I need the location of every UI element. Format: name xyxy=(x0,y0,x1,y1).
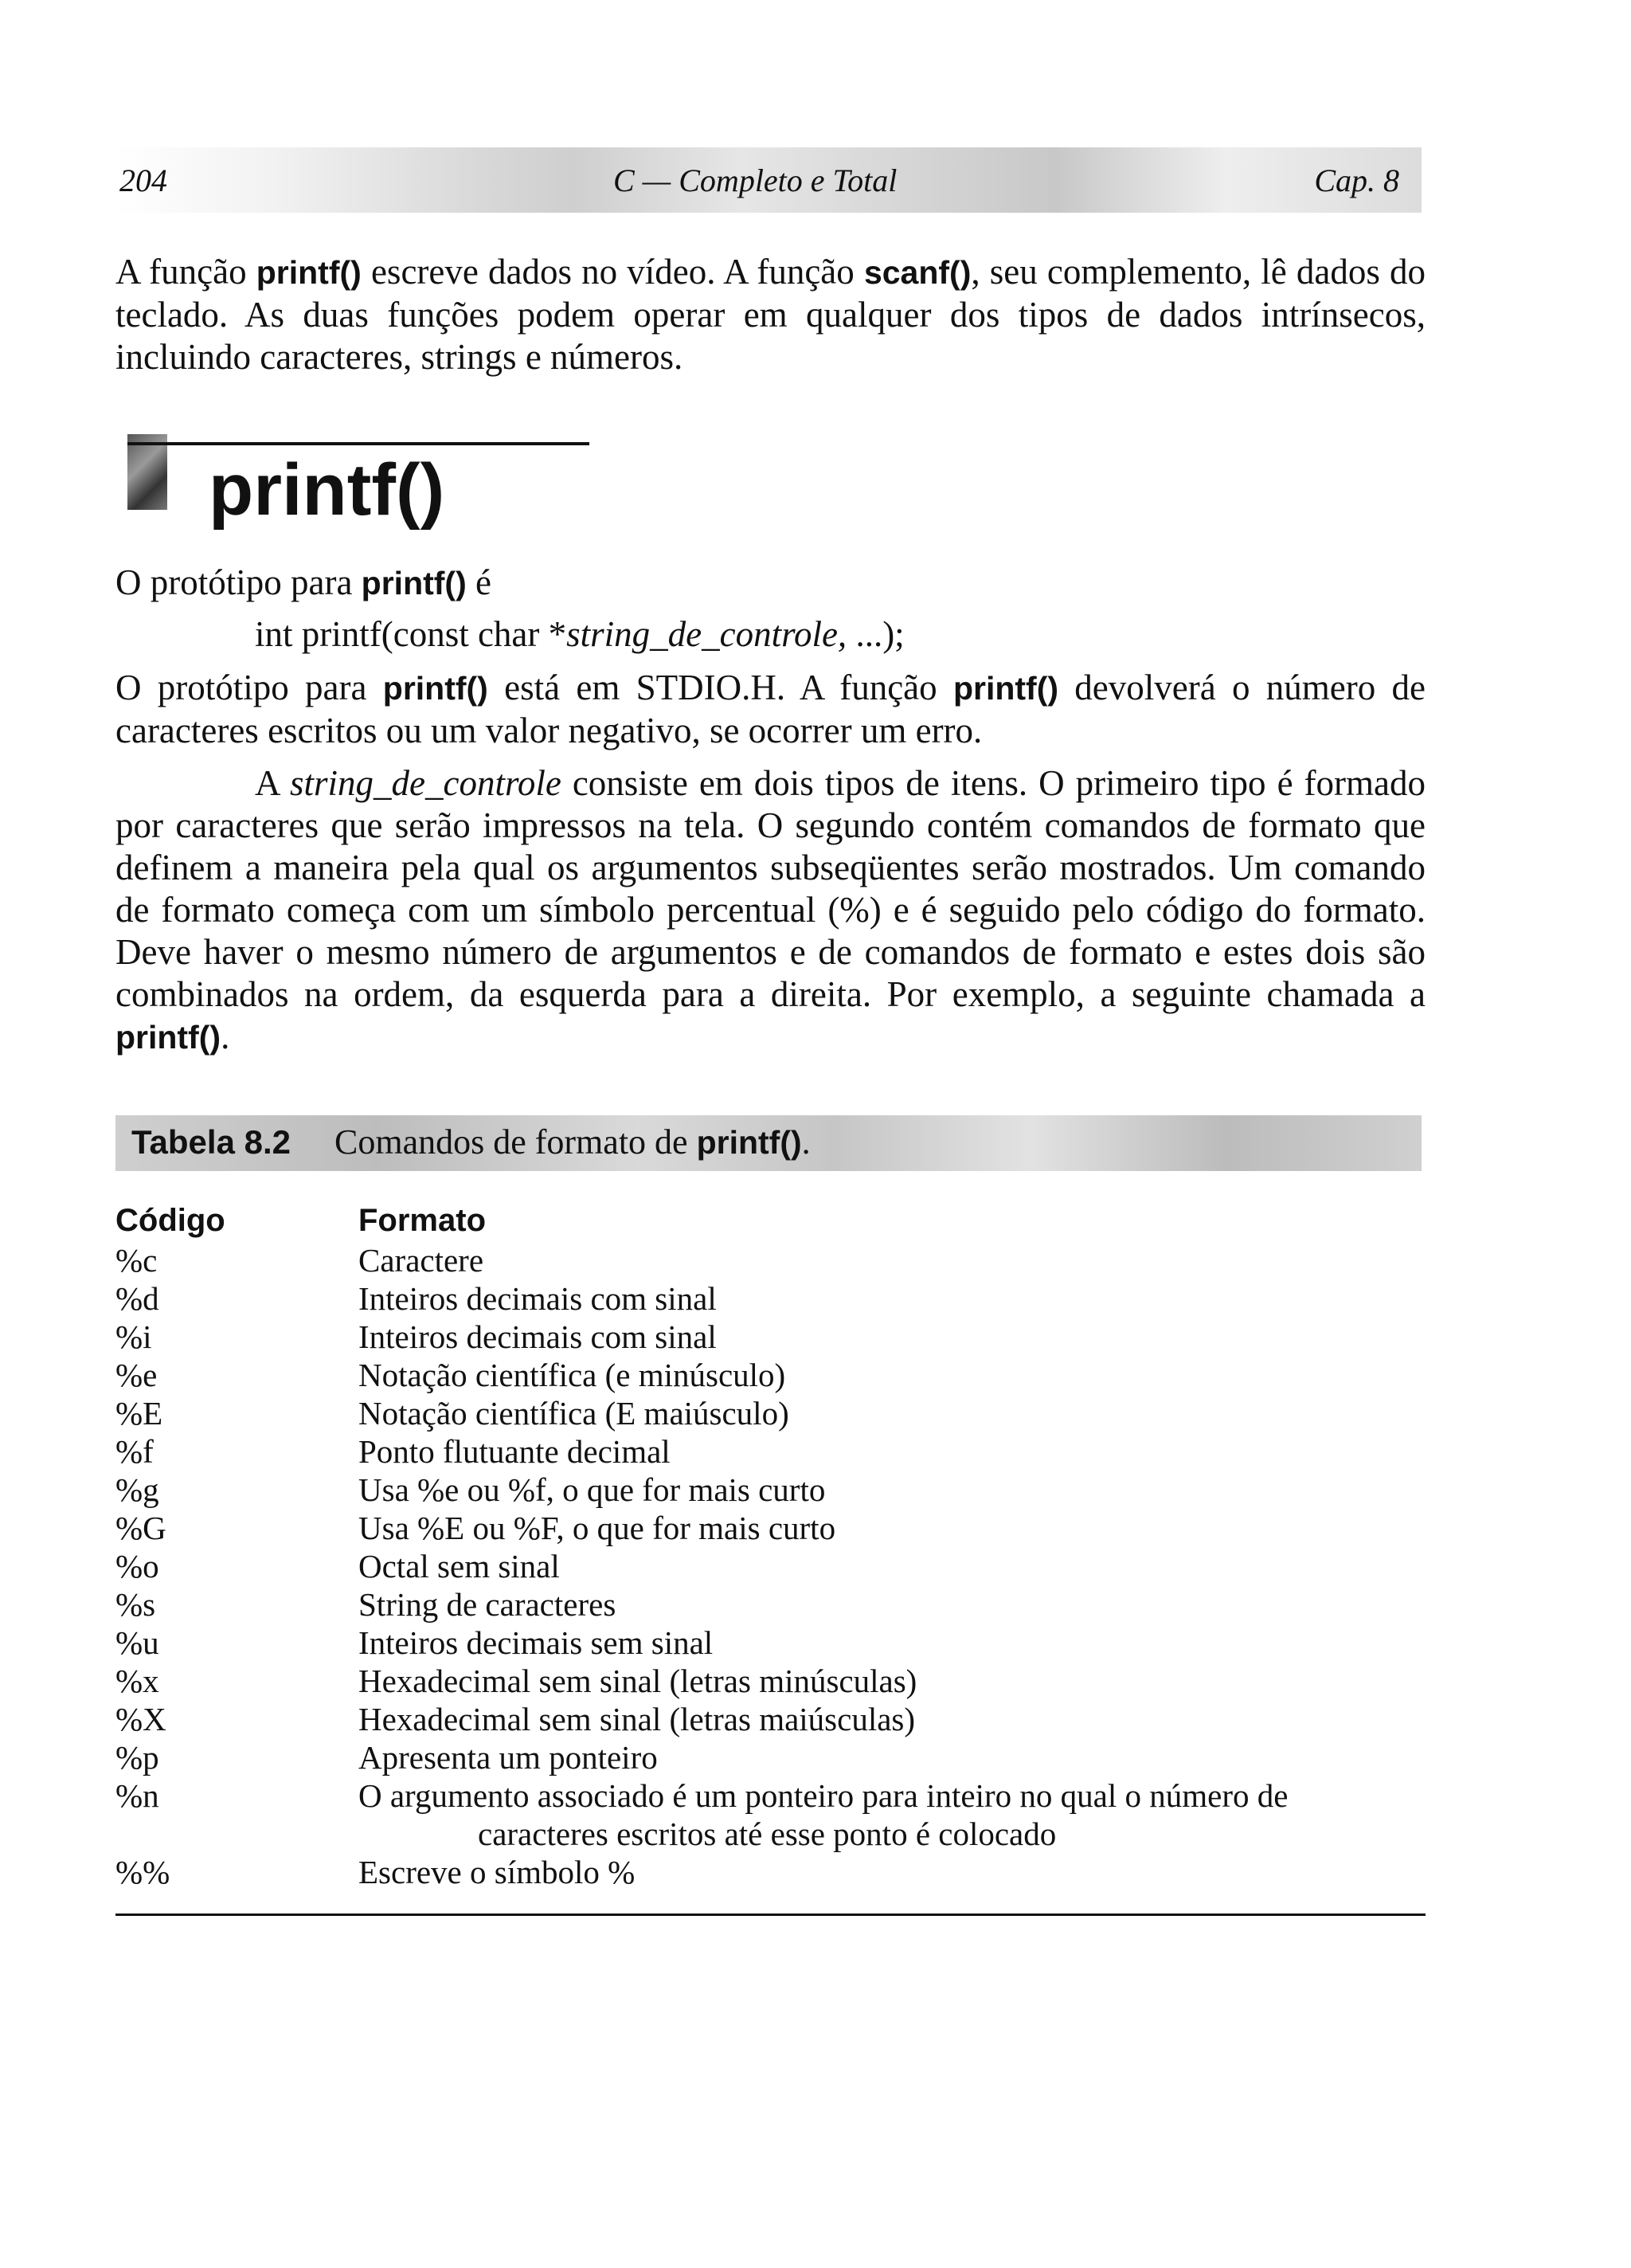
table-row xyxy=(115,1662,1430,1700)
intro-scanf: scanf() xyxy=(863,254,972,291)
row-code: %x xyxy=(115,1663,159,1699)
intro-printf: printf() xyxy=(256,254,362,291)
row-code: %n xyxy=(115,1777,159,1814)
prototype-line xyxy=(255,613,905,655)
table-row xyxy=(115,1585,1430,1624)
table-row xyxy=(115,1279,1430,1318)
row-format: Inteiros decimais com sinal xyxy=(358,1318,717,1355)
para2-fn-2: printf() xyxy=(952,670,1059,707)
row-format: Hexadecimal sem sinal (letras minúsculas) xyxy=(358,1663,917,1699)
row-format: Octal sem sinal xyxy=(358,1548,560,1584)
para2-text-2: está em STDIO.H. A função xyxy=(487,668,953,707)
table-label: Tabela 8.2 xyxy=(131,1123,291,1161)
row-format: Caractere xyxy=(358,1242,484,1279)
row-format: Usa %e ou %f, o que for mais curto xyxy=(358,1471,826,1508)
row-format-line-2: caracteres escritos até esse ponto é colocado xyxy=(478,1816,1057,1852)
row-code: %g xyxy=(115,1471,159,1508)
row-code: %X xyxy=(115,1701,166,1737)
prototype-intro-fn: printf() xyxy=(361,565,467,601)
table-caption-fn: printf() xyxy=(696,1124,802,1161)
table-row xyxy=(115,1853,1430,1891)
column-header-code: Código xyxy=(115,1203,225,1238)
para2-fn-1: printf() xyxy=(382,670,488,707)
prototype-intro-text-1: O protótipo para xyxy=(115,562,362,602)
intro-text-3: , seu complemento, lê dados do teclado. As duas funções podem operar em qualquer dos tipos de dados intrínsecos, incluindo caracteres, strings e números. xyxy=(115,252,1426,377)
row-code: %c xyxy=(115,1242,158,1279)
section-title: printf() xyxy=(209,449,445,531)
row-format: Notação científica (e minúsculo) xyxy=(358,1357,786,1393)
row-code: %o xyxy=(115,1548,159,1584)
para2-text-1: O protótipo para xyxy=(115,668,383,707)
paragraph-string-controle xyxy=(115,762,1426,1059)
para3-param: string_de_controle xyxy=(290,763,561,803)
row-code: %f xyxy=(115,1433,154,1470)
row-code: %E xyxy=(115,1395,163,1432)
page-number: 204 xyxy=(119,163,167,198)
table-caption-text: Comandos de formato de xyxy=(334,1122,697,1161)
book-title: C — Completo e Total xyxy=(613,163,898,198)
table-row xyxy=(115,1318,1430,1356)
para3-fn: printf() xyxy=(115,1019,221,1056)
intro-text-1: A função xyxy=(115,252,256,292)
row-format-line-1: O argumento associado é um ponteiro para inteiro no qual o número de xyxy=(358,1777,1289,1814)
row-format: Inteiros decimais com sinal xyxy=(358,1280,717,1317)
format-table xyxy=(115,1241,1430,1891)
table-caption-end: . xyxy=(801,1122,811,1161)
table-caption-bar xyxy=(115,1115,1422,1171)
prototype-text-1: int printf(const char * xyxy=(255,614,567,654)
section-marker xyxy=(127,434,167,510)
row-code: %% xyxy=(115,1854,170,1890)
table-row xyxy=(115,1241,1430,1279)
row-code: %i xyxy=(115,1318,152,1355)
table-row xyxy=(115,1394,1430,1432)
para3-text-3: . xyxy=(221,1016,230,1056)
row-code: %s xyxy=(115,1586,156,1623)
para3-text-1: A xyxy=(255,763,291,803)
row-format: Usa %E ou %F, o que for mais curto xyxy=(358,1510,836,1546)
section-rule xyxy=(127,442,589,445)
para3-text-2: consiste em dois tipos de itens. O primeiro tipo é formado por caracteres que serão impressos na tela. O segundo contém comandos de formato que definem a maneira pela qual os argumentos subseqüentes serão mostrados. Um comando de formato começa com um símbolo percentual (%) e é seguido pelo código do formato. Deve haver o mesmo número de argumentos e de comandos de formato e estes dois são combinados na ordem, da esquerda para a direita. Por exemplo, a seguinte chamada a xyxy=(115,763,1426,1014)
table-row xyxy=(115,1738,1430,1776)
row-format: Inteiros decimais sem sinal xyxy=(358,1624,714,1661)
row-format: Notação científica (E maiúsculo) xyxy=(358,1395,789,1432)
prototype-intro xyxy=(115,562,1426,605)
intro-paragraph xyxy=(115,251,1426,378)
running-header xyxy=(115,147,1422,213)
table-caption xyxy=(334,1122,811,1162)
table-row xyxy=(115,1509,1430,1547)
row-code: %G xyxy=(115,1510,166,1546)
row-code: %d xyxy=(115,1280,159,1317)
row-format: Apresenta um ponteiro xyxy=(358,1739,658,1776)
prototype-intro-text-2: é xyxy=(466,562,491,602)
row-format: Ponto flutuante decimal xyxy=(358,1433,671,1470)
table-bottom-rule xyxy=(115,1914,1426,1916)
para2-text-3: devolverá o número de caracteres escritos ou um valor negativo, se ocorrer um erro. xyxy=(115,668,1426,750)
prototype-text-2: ...); xyxy=(847,614,905,654)
table-row xyxy=(115,1700,1430,1738)
table-row xyxy=(115,1547,1430,1585)
row-format xyxy=(358,1776,1430,1853)
row-format: Escreve o símbolo % xyxy=(358,1854,636,1890)
chapter-label: Cap. 8 xyxy=(1314,163,1399,198)
row-code: %p xyxy=(115,1739,159,1776)
table-row xyxy=(115,1471,1430,1509)
row-format: String de caracteres xyxy=(358,1586,616,1623)
paragraph-stdio xyxy=(115,667,1426,752)
row-code: %e xyxy=(115,1357,158,1393)
column-header-format: Formato xyxy=(358,1203,486,1238)
table-row xyxy=(115,1356,1430,1394)
intro-text-2: escreve dados no vídeo. A função xyxy=(361,252,864,292)
row-code: %u xyxy=(115,1624,159,1661)
prototype-param: string_de_controle, xyxy=(566,614,847,654)
table-row xyxy=(115,1624,1430,1662)
row-format: Hexadecimal sem sinal (letras maiúsculas) xyxy=(358,1701,916,1737)
table-row xyxy=(115,1776,1430,1853)
table-row xyxy=(115,1432,1430,1471)
